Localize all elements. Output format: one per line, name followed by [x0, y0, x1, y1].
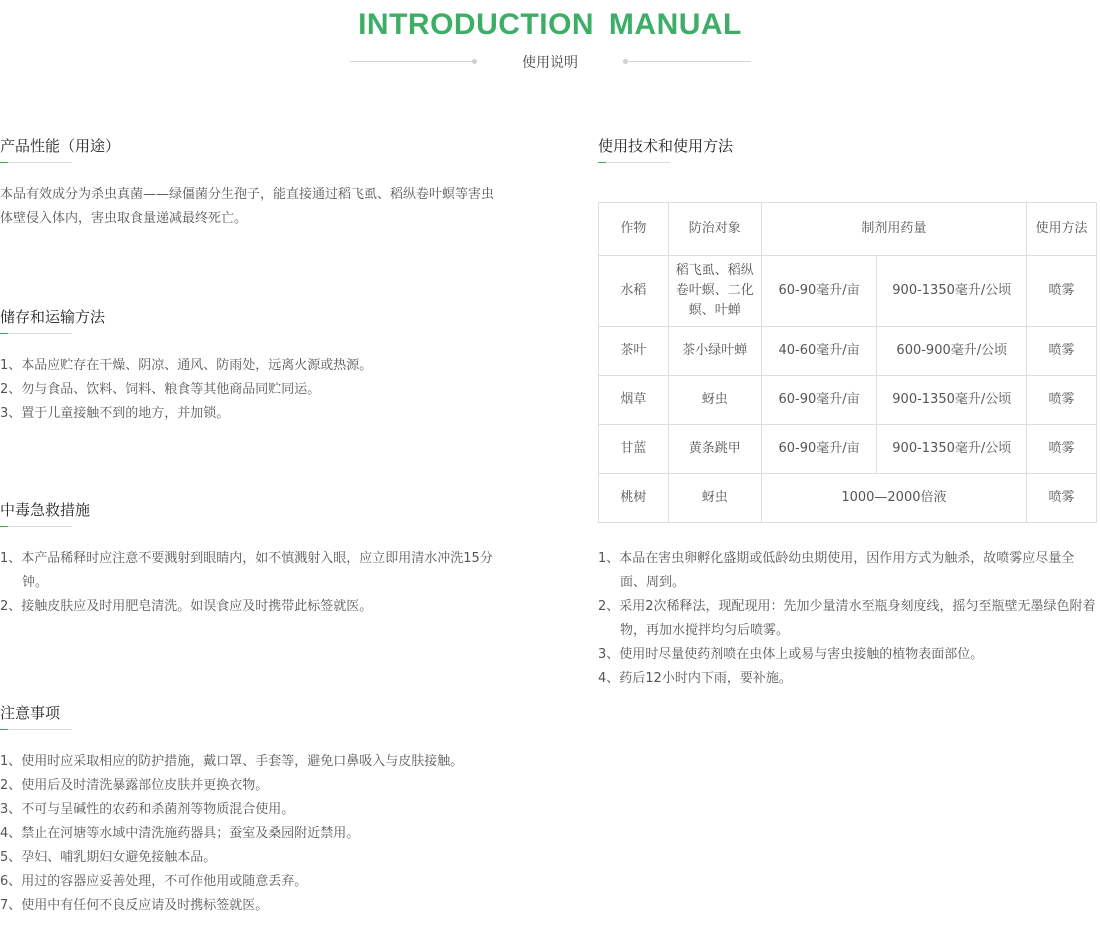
list-item: 7、使用中有任何不良反应请及时携标签就医。 [0, 898, 269, 913]
list-item: 2、接触皮肤应及时用肥皂清洗。如误食应及时携带此标签就医。 [0, 599, 373, 614]
table-cell-dose: 600-900毫升/公顷 [877, 327, 1027, 376]
list-item: 6、用过的容器应妥善处理，不可作他用或随意丢弃。 [0, 874, 308, 889]
table-cell-method: 喷雾 [1027, 425, 1097, 474]
list-item: 4、药后12小时内下雨，要补施。 [598, 671, 792, 686]
list-item: 3、不可与呈碱性的农药和杀菌剂等物质混合使用。 [0, 802, 295, 817]
table-row [599, 474, 1097, 523]
section-title-method: 使用技术和使用方法 [598, 137, 734, 155]
table-cell-crop: 烟草 [599, 376, 669, 425]
table-cell-dose: 60-90毫升/亩 [761, 376, 877, 425]
table-cell-dose: 900-1350毫升/公顷 [877, 425, 1027, 474]
section-underline [0, 162, 72, 163]
section-underline [0, 729, 72, 730]
table-cell-method: 喷雾 [1027, 376, 1097, 425]
header-divider-right [625, 61, 751, 62]
table-header-cell: 作物 [599, 203, 669, 256]
table-header-row [599, 203, 1097, 256]
table-header-cell: 防治对象 [668, 203, 761, 256]
table-row [599, 376, 1097, 425]
table-row [599, 425, 1097, 474]
section-title-performance: 产品性能（用途） [0, 137, 121, 155]
table-cell-dose: 900-1350毫升/公顷 [877, 376, 1027, 425]
table-cell-crop: 茶叶 [599, 327, 669, 376]
section-underline [0, 333, 72, 334]
list-item: 4、禁止在河塘等水域中清洗施药器具；蚕室及桑园附近禁用。 [0, 826, 360, 841]
list-item: 1、本品应贮存在干燥、阴凉、通风、防雨处，远离火源或热源。 [0, 358, 373, 373]
method-list [598, 547, 1097, 691]
performance-text: 本品有效成分为杀虫真菌——绿僵菌分生孢子，能直接通过稻飞虱、稻纵卷叶螟等害虫体壁侵入体内，害虫取食量递减最终死亡。 [0, 187, 495, 226]
table-cell-dose: 40-60毫升/亩 [761, 327, 877, 376]
table-cell-method: 喷雾 [1027, 327, 1097, 376]
table-cell-dose: 60-90毫升/亩 [761, 256, 877, 327]
table-cell-dose: 900-1350毫升/公顷 [877, 256, 1027, 327]
table-cell-crop: 水稻 [599, 256, 669, 327]
storage-list [0, 354, 540, 426]
table-cell-target: 稻飞虱、稻纵卷叶螟、二化螟、叶蝉 [668, 256, 761, 327]
table-cell-target: 黄条跳甲 [668, 425, 761, 474]
usage-table [598, 202, 1097, 523]
table-cell-dose: 60-90毫升/亩 [761, 425, 877, 474]
notes-list [0, 750, 560, 918]
table-cell-target: 蚜虫 [668, 474, 761, 523]
table-header-cell: 制剂用药量 [761, 203, 1026, 256]
section-title-first-aid: 中毒急救措施 [0, 501, 91, 519]
table-cell-crop: 甘蓝 [599, 425, 669, 474]
list-item: 2、采用2次稀释法，现配现用：先加少量清水至瓶身刻度线，摇匀至瓶壁无墨绿色附着物，再加水搅拌均匀后喷雾。 [598, 599, 1096, 638]
table-cell-crop: 桃树 [599, 474, 669, 523]
table-cell-target: 茶小绿叶蝉 [668, 327, 761, 376]
table-cell-target: 蚜虫 [668, 376, 761, 425]
list-item: 2、勿与食品、饮料、饲料、粮食等其他商品同贮同运。 [0, 382, 321, 397]
list-item: 1、本产品稀释时应注意不要溅射到眼睛内，如不慎溅射入眼，应立即用清水冲洗15分钟。 [0, 551, 493, 590]
section-underline [0, 526, 72, 527]
page-subtitle: 使用说明 [522, 55, 578, 71]
table-cell-dose: 1000—2000倍液 [761, 474, 1026, 523]
table-row [599, 256, 1097, 327]
table-header-cell: 使用方法 [1027, 203, 1097, 256]
list-item: 3、置于儿童接触不到的地方，并加锁。 [0, 406, 230, 421]
page-title: INTRODUCTION MANUAL [358, 8, 742, 41]
list-item: 1、使用时应采取相应的防护措施，戴口罩、手套等，避免口鼻吸入与皮肤接触。 [0, 754, 464, 769]
section-underline [598, 162, 670, 163]
table-cell-method: 喷雾 [1027, 256, 1097, 327]
section-title-storage: 储存和运输方法 [0, 308, 106, 326]
first-aid-list [0, 547, 500, 619]
section-title-notes: 注意事项 [0, 704, 61, 722]
table-cell-method: 喷雾 [1027, 474, 1097, 523]
list-item: 1、本品在害虫卵孵化盛期或低龄幼虫期使用，因作用方式为触杀，故喷雾应尽量全面、周到。 [598, 551, 1075, 590]
table-row [599, 327, 1097, 376]
list-item: 3、使用时尽量使药剂喷在虫体上或易与害虫接触的植物表面部位。 [598, 647, 984, 662]
page-header [0, 0, 1100, 80]
list-item: 2、使用后及时清洗暴露部位皮肤并更换衣物。 [0, 778, 269, 793]
list-item: 5、孕妇、哺乳期妇女避免接触本品。 [0, 850, 217, 865]
